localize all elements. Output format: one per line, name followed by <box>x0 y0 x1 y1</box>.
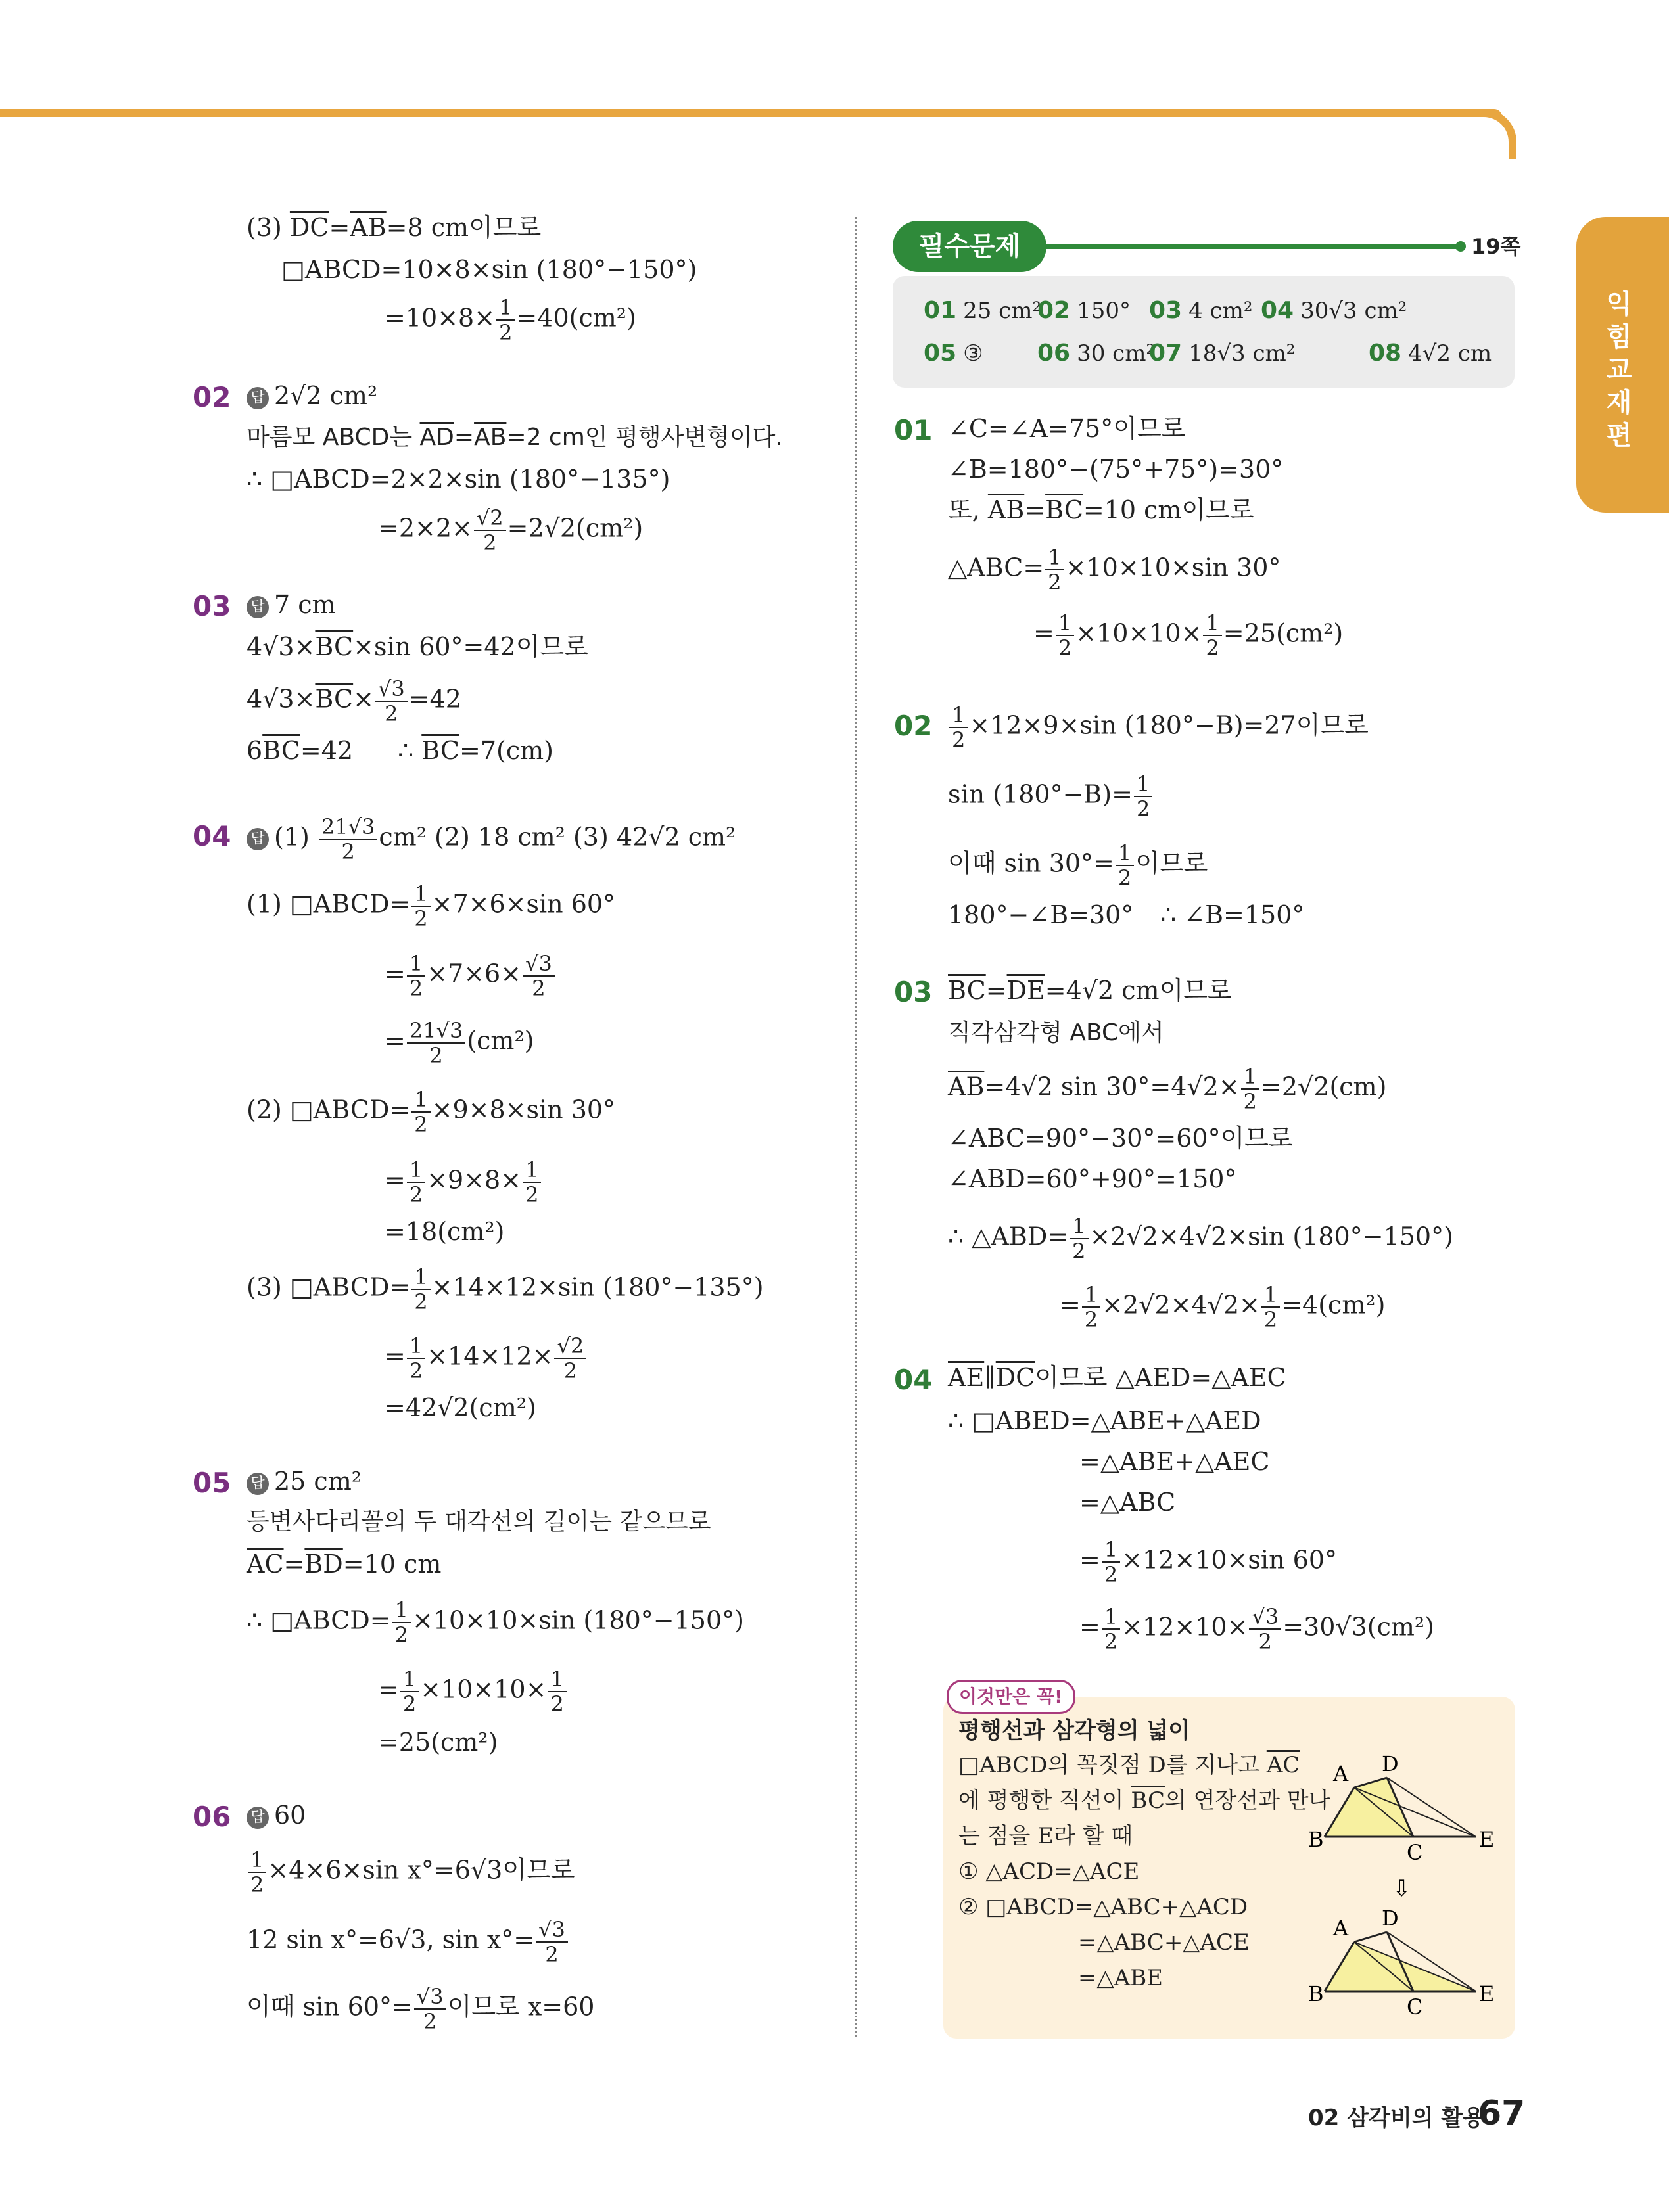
q05-line4: = $\frac{1}{2}$ ×10×10× $\frac{1}{2}$ <box>378 1667 568 1716</box>
p01-3-line3: =10×8× $\frac{1}{2}$ =40(cm²) <box>385 295 636 345</box>
summary-answer: 04 30√3 cm² <box>1261 297 1407 324</box>
tip-line4: ① △ACD=△ACE <box>958 1858 1140 1885</box>
q05-line5: =25(cm²) <box>378 1728 498 1757</box>
footer-chapter: 02 삼각비의 활용 <box>1308 2105 1485 2131</box>
answer-04: 답 (1) $\frac{21√3}{2}$ cm² (2) 18 cm² (3) 42√2 cm² <box>247 815 736 864</box>
q04-1-line3: = $\frac{21√3}{2}$ (cm²) <box>385 1018 534 1068</box>
tip-line6: =△ABC+△ACE <box>1078 1929 1250 1956</box>
summary-answer: 01 25 cm² <box>924 297 1042 324</box>
summary-answer: 02 150° <box>1037 297 1131 324</box>
r-q02-line2: sin (180°−B)= $\frac{1}{2}$ <box>948 772 1154 821</box>
summary-answer: 05 ③ <box>924 340 983 367</box>
answer-02: 답 2√2 cm² <box>247 380 377 411</box>
r-q01-line1: ∠C=∠A=75°이므로 <box>948 414 1186 443</box>
r-q04-line4: =△ABC <box>1079 1488 1176 1517</box>
answer-05: 답 25 cm² <box>247 1465 362 1497</box>
r-q02-line4: 180°−∠B=30° <box>948 900 1134 929</box>
question-number-02: 02 <box>894 710 933 742</box>
r-q01-line4: △ABC= $\frac{1}{2}$ ×10×10×sin 30° <box>948 545 1281 595</box>
diagram-bottom <box>1308 1906 1494 2019</box>
tip-line7: =△ABE <box>1078 1965 1163 1991</box>
answer-03: 답 7 cm <box>247 589 336 620</box>
r-q03-line2: 직각삼각형 ABC에서 <box>948 1019 1164 1046</box>
q02-line3: =2×2× $\frac{√2}{2}$ =2√2(cm²) <box>378 505 644 555</box>
q04-2-line1: (2) □ABCD= $\frac{1}{2}$ ×9×8×sin 30° <box>247 1087 616 1137</box>
diagram-side-ad <box>1354 1932 1387 1942</box>
r-q02-line5: ∴ ∠B=150° <box>1160 900 1305 929</box>
summary-answer: 03 4 cm² <box>1149 297 1253 324</box>
section-header-line <box>1046 244 1461 249</box>
question-number-03: 03 <box>193 590 231 622</box>
r-q03-line4: ∠ABC=90°−30°=60°이므로 <box>948 1124 1293 1153</box>
side-tab <box>1576 217 1669 513</box>
q03-line1: $4√3\times\overline{BC}\times\sin$ 60°=42이므로 <box>247 632 588 661</box>
answer-badge-icon: 답 <box>247 596 269 618</box>
q04-2-line2: = $\frac{1}{2}$ ×9×8× $\frac{1}{2}$ <box>385 1158 542 1207</box>
summary-answer: 07 18√3 cm² <box>1149 340 1296 367</box>
q02-line2: ∴ □ABCD=2×2×sin (180°−135°) <box>247 465 670 494</box>
top-accent-bar <box>0 109 1502 117</box>
r-q01-line3: 또, $\overline{AB}=\overline{BC}=10$ cm이므로 <box>948 495 1254 524</box>
diagram-shaded-triangle <box>1325 1942 1476 1991</box>
answer-06: 답 60 <box>247 1799 306 1831</box>
question-number-03: 03 <box>894 976 933 1008</box>
question-number-01: 01 <box>894 414 933 446</box>
r-q01-line2: ∠B=180°−(75°+75°)=30° <box>948 455 1284 484</box>
r-q03-line5: ∠ABD=60°+90°=150° <box>948 1164 1237 1193</box>
question-number-04: 04 <box>894 1364 933 1396</box>
q06-line1: $\frac{1}{2}$ ×4×6×sin x°=6√3이므로 <box>247 1848 575 1897</box>
q04-3-line2: = $\frac{1}{2}$ ×14×12× $\frac{√2}{2}$ <box>385 1334 588 1383</box>
tip-line5: ② □ABCD=△ABC+△ACD <box>958 1894 1248 1920</box>
tip-tag: 이것만은 꼭! <box>947 1680 1075 1714</box>
diagram-top <box>1308 1751 1494 1865</box>
r-q02-line3: 이때 sin 30°= $\frac{1}{2}$ 이므로 <box>948 841 1208 890</box>
answer-badge-icon: 답 <box>247 387 269 409</box>
q04-2-line3: =18(cm²) <box>385 1217 505 1246</box>
section-header-pill: 필수문제 <box>893 221 1046 272</box>
q03-line4: ∴ $\overline{BC}=7(cm)$ <box>398 736 553 765</box>
question-number-02: 02 <box>193 381 231 413</box>
q06-line3: 이때 sin 60°= $\frac{√3}{2}$ 이므로 x=60 <box>247 1984 595 2034</box>
tip-line2: 에 평행한 직선이 $\overline{BC}$의 연장선과 만나 <box>958 1787 1330 1814</box>
summary-answer: 06 30 cm² <box>1037 340 1156 367</box>
diagram-arrow-icon: ⇩ <box>1392 1876 1411 1902</box>
tip-diagram <box>1308 1748 1505 2024</box>
answer-badge-icon: 답 <box>247 828 269 850</box>
r-q03-line3: $\overline{AB}=4√2$ sin 30°=4√2× $\frac{1}{2}$ =2√2(cm) <box>948 1064 1387 1114</box>
q02-line1: 마름모 ABCD는 $\overline{AD}=\overline{AB}=2$ cm인 평행사변형이다. <box>247 424 783 451</box>
q05-line3: ∴ □ABCD= $\frac{1}{2}$ ×10×10×sin (180°−150°) <box>247 1598 744 1647</box>
q04-1-line2: = $\frac{1}{2}$ ×7×6× $\frac{√3}{2}$ <box>385 952 556 1000</box>
r-q04-line2: ∴ □ABED=△ABE+△AED <box>948 1406 1261 1435</box>
tip-line1: □ABCD의 꼭짓점 D를 지나고 $\overline{AC}$ <box>958 1752 1300 1778</box>
tip-title: 평행선과 삼각형의 넓이 <box>958 1718 1190 1744</box>
question-number-06: 06 <box>193 1801 231 1833</box>
side-tab-label: 익힘교재편 <box>1606 289 1632 451</box>
r-q03-line6: ∴ △ABD= $\frac{1}{2}$ ×2√2×4√2×sin (180°−150°) <box>948 1214 1453 1264</box>
q04-3-line3: =42√2(cm²) <box>385 1393 536 1422</box>
summary-answer: 08 4√2 cm <box>1369 340 1492 367</box>
p01-3-line2: □ABCD=10×8×sin (180°−150°) <box>281 255 697 284</box>
answer-badge-icon: 답 <box>247 1807 269 1829</box>
diagram-label-a: A <box>1333 1916 1349 1941</box>
tip-line3: 는 점을 E라 할 때 <box>958 1823 1133 1849</box>
top-accent-curve <box>1476 109 1516 159</box>
r-q04-line3: =△ABE+△AEC <box>1079 1447 1270 1476</box>
diagram-label-b: B <box>1308 1827 1324 1852</box>
r-q02-line1: $\frac{1}{2}$ ×12×9×sin (180°−B)=27이므로 <box>948 703 1369 752</box>
diagram-label-c: C <box>1407 1994 1423 2019</box>
r-q03-line1: $\overline{BC}=\overline{DE}=4√2$ cm이므로 <box>948 976 1232 1005</box>
q03-line3: $6\overline{BC}=42$ <box>247 736 354 765</box>
question-number-04: 04 <box>193 820 231 852</box>
q06-line2: 12 sin x°=6√3, sin x°= $\frac{√3}{2}$ <box>247 1918 569 1966</box>
q03-line2: $4√3\times\overline{BC}\times$ $\frac{√3}{2}$ =42 <box>247 676 461 726</box>
section-header-dot <box>1455 241 1466 252</box>
column-divider <box>855 217 857 2037</box>
q04-3-line1: (3) □ABCD= $\frac{1}{2}$ ×14×12×sin (180°−135°) <box>247 1264 764 1314</box>
diagram-label-d: D <box>1382 1906 1399 1931</box>
p01-3-line1: (3) $\overline{DC}=\overline{AB}=8$ cm이므로 <box>247 213 542 242</box>
page-reference: 19쪽 <box>1471 234 1521 259</box>
page-number: 67 <box>1478 2094 1526 2133</box>
diagram-label-b: B <box>1308 1981 1324 2006</box>
diagram-label-e: E <box>1479 1981 1495 2006</box>
r-q03-line7: = $\frac{1}{2}$ ×2√2×4√2× $\frac{1}{2}$ =4(cm²) <box>1060 1282 1386 1332</box>
answer-badge-icon: 답 <box>247 1473 269 1495</box>
diagram-label-a: A <box>1333 1761 1349 1786</box>
diagram-label-d: D <box>1382 1751 1399 1776</box>
diagram-label-e: E <box>1479 1827 1495 1852</box>
q04-1-line1: (1) □ABCD= $\frac{1}{2}$ ×7×6×sin 60° <box>247 881 616 931</box>
answer-summary-box <box>893 276 1515 388</box>
r-q04-line5: = $\frac{1}{2}$ ×12×10×sin 60° <box>1079 1537 1337 1587</box>
q05-line2: $\overline{AC}=\overline{BD}=10$ cm <box>247 1550 442 1578</box>
r-q01-line5: = $\frac{1}{2}$ ×10×10× $\frac{1}{2}$ =25(cm²) <box>1033 611 1344 660</box>
diagram-label-c: C <box>1407 1840 1423 1865</box>
q05-line1: 등변사다리꼴의 두 대각선의 길이는 같으므로 <box>247 1508 711 1535</box>
r-q04-line6: = $\frac{1}{2}$ ×12×10× $\frac{√3}{2}$ =30√3(cm²) <box>1079 1604 1434 1654</box>
question-number-05: 05 <box>193 1467 231 1499</box>
r-q04-line1: $\overline{AE}\parallel\overline{DC}$이므로 △AED=△AEC <box>948 1363 1286 1392</box>
